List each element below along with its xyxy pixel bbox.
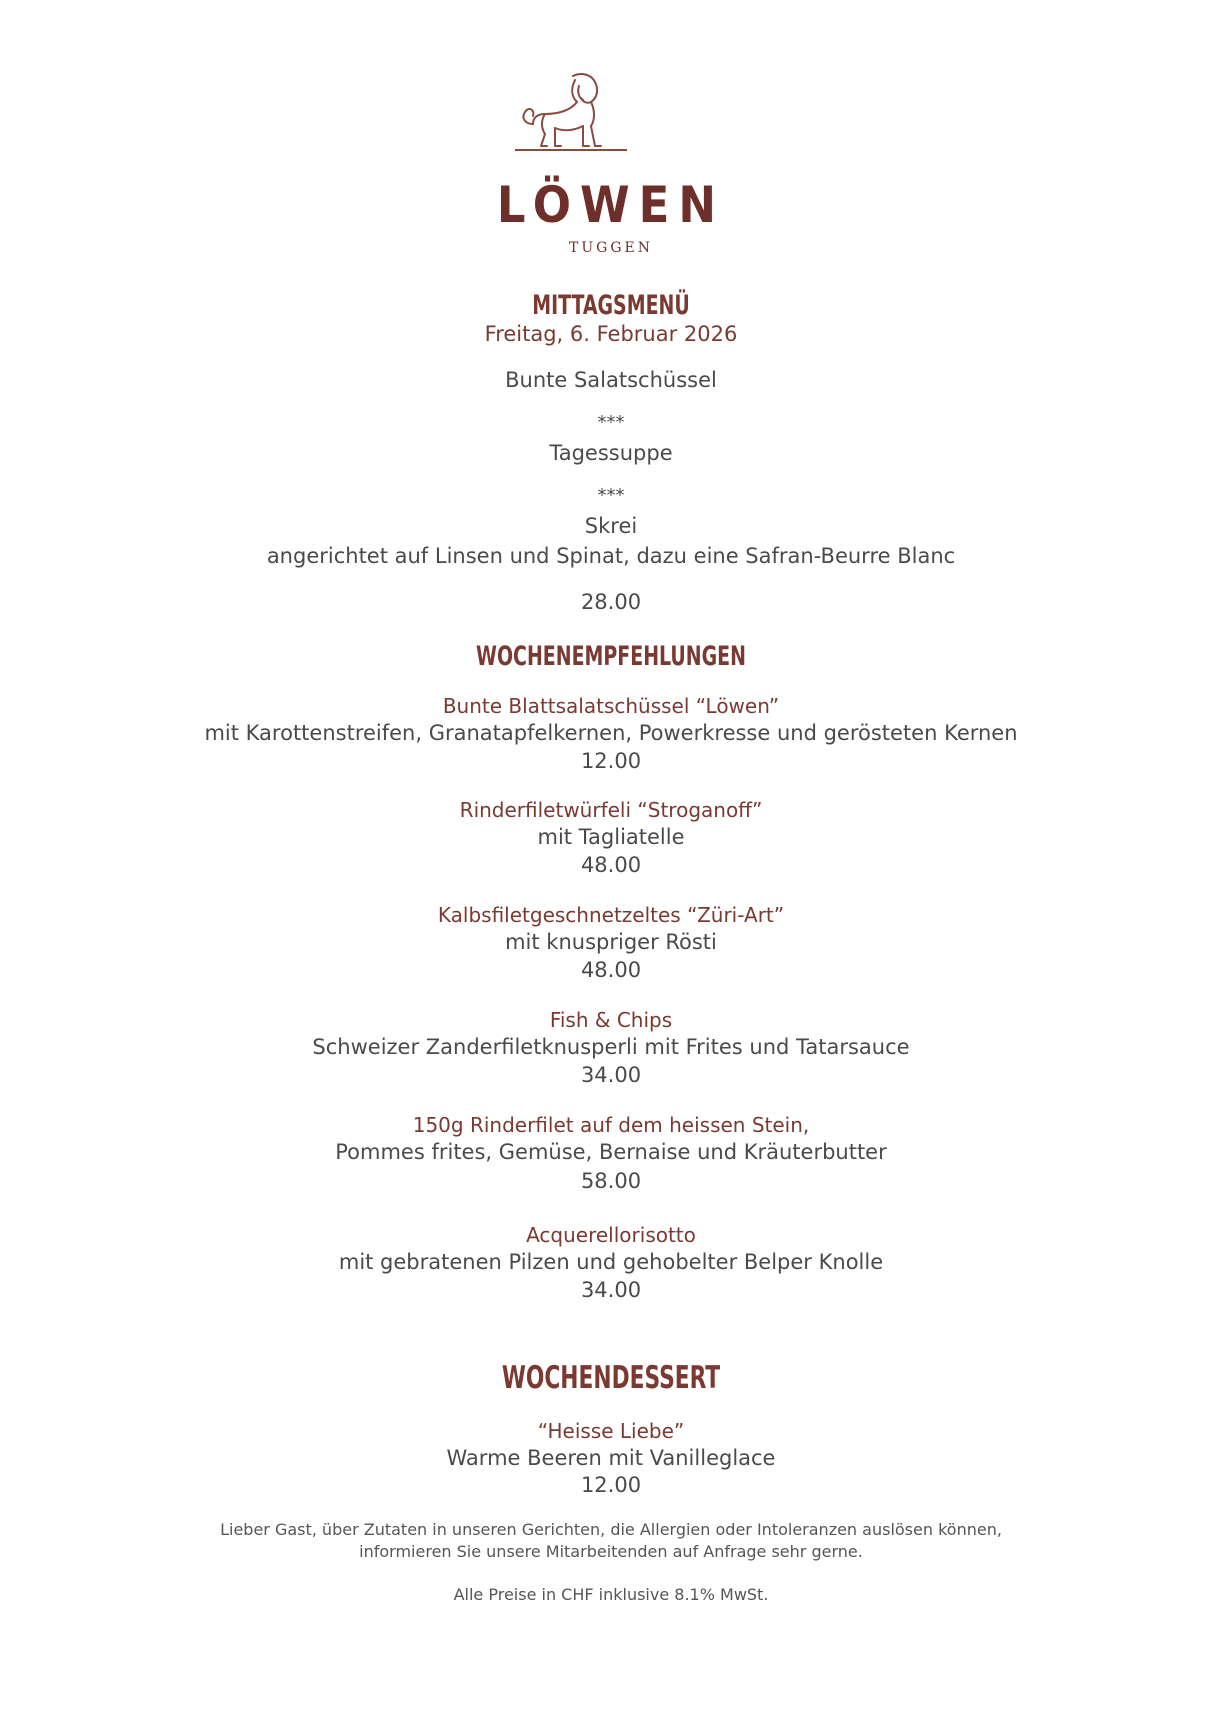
dessert-description: Warme Beeren mit Vanilleglace [446, 1446, 776, 1470]
menu-separator-2: *** [597, 485, 625, 506]
dish-price: 48.00 [580, 853, 642, 877]
menu-course-1: Bunte Salatschüssel [505, 368, 717, 392]
dish-name: Fish & Chips [549, 1008, 673, 1032]
brand-name: LÖWEN [496, 176, 726, 234]
dish-name: Acquerellorisotto [526, 1223, 696, 1247]
dish-name: Bunte Blattsalatschüssel “Löwen” [442, 694, 780, 718]
dish-description: mit Tagliatelle [537, 825, 685, 849]
menu-course-3: Skrei [584, 514, 638, 538]
menu-course-2: Tagessuppe [549, 441, 673, 465]
dish-price: 34.00 [580, 1063, 642, 1087]
dish-price: 12.00 [580, 749, 642, 773]
prices-note: Alle Preise in CHF inklusive 8.1% MwSt. [453, 1585, 769, 1604]
dessert-price: 12.00 [580, 1473, 642, 1497]
dish-description: mit gebratenen Pilzen und gehobelter Belper Knolle [338, 1250, 884, 1274]
dish-price: 58.00 [580, 1169, 642, 1193]
dish-description: Pommes frites, Gemüse, Bernaise und Kräuterbutter [335, 1140, 887, 1164]
dish-description: mit knuspriger Rösti [505, 930, 717, 954]
menu-course-3-description: angerichtet auf Linsen und Spinat, dazu eine Safran-Beurre Blanc [266, 544, 956, 568]
menu-separator-1: *** [597, 412, 625, 433]
section-title-wochendessert: WOCHENDESSERT [501, 1360, 721, 1396]
dish-name: 150g Rinderfilet auf dem heissen Stein, [412, 1113, 810, 1137]
allergy-note-line-1: Lieber Gast, über Zutaten in unseren Gerichten, die Allergien oder Intoleranzen auslösen können, [220, 1520, 1002, 1539]
section-title-wochenempfehlungen: WOCHENEMPFEHLUNGEN [476, 641, 746, 672]
dish-price: 34.00 [580, 1278, 642, 1302]
dish-price: 48.00 [580, 958, 642, 982]
allergy-note-line-2: informieren Sie unsere Mitarbeitenden auf Anfrage sehr gerne. [359, 1542, 863, 1561]
dish-description: Schweizer Zanderfiletknusperli mit Frites und Tatarsauce [312, 1035, 910, 1059]
dish-name: Kalbsfiletgeschnetzeltes “Züri-Art” [437, 903, 785, 927]
dish-name: Rinderfiletwürfeli “Stroganoff” [459, 798, 763, 822]
section-title-mittagsmenu: MITTAGSMENÜ [532, 290, 690, 321]
dish-description: mit Karottenstreifen, Granatapfelkernen, Powerkresse und gerösteten Kernen [204, 721, 1018, 745]
dessert-name: “Heisse Liebe” [537, 1419, 685, 1443]
brand-location: TUGGEN [569, 240, 653, 256]
menu-price: 28.00 [580, 590, 642, 614]
menu-date: Freitag, 6. Februar 2026 [484, 322, 738, 346]
